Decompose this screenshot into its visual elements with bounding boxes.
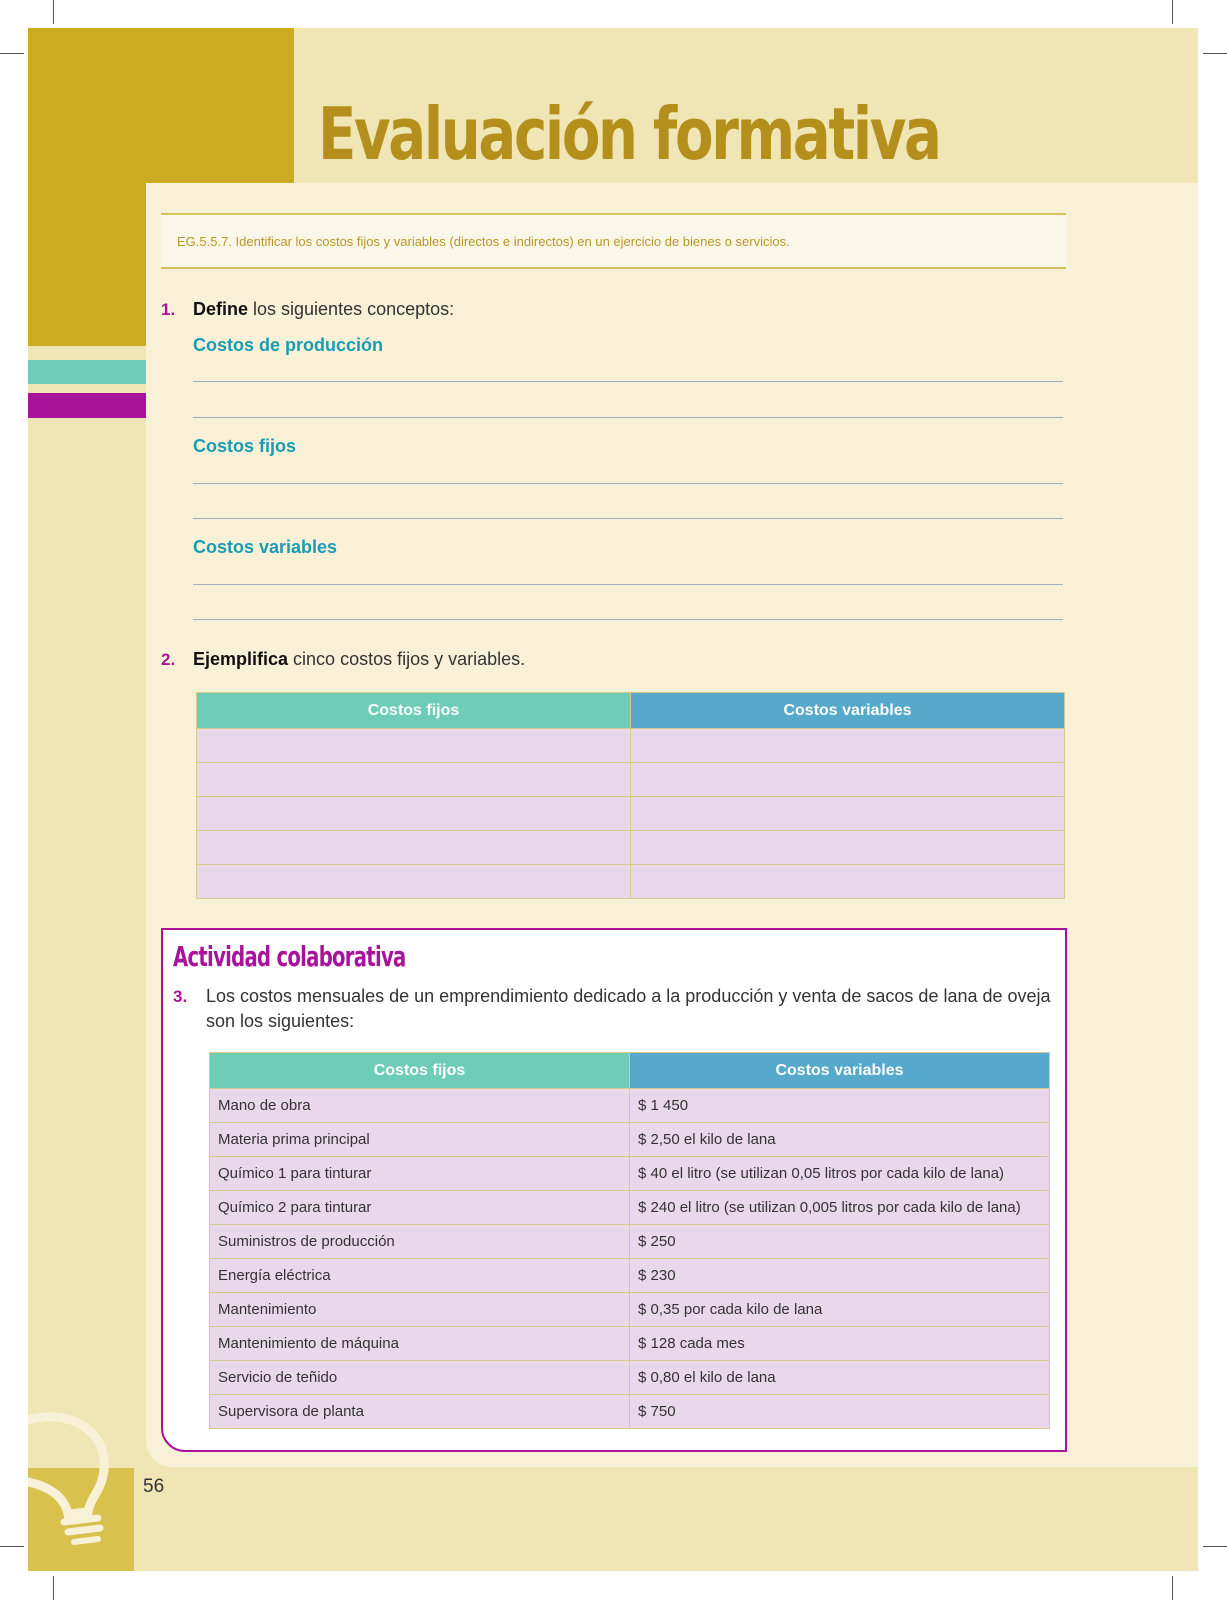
- cost-value: $ 750: [630, 1395, 1050, 1429]
- table-row: [197, 865, 1065, 899]
- page-number: 56: [143, 1476, 165, 1497]
- question-1-rest: los siguientes conceptos:: [248, 299, 455, 319]
- crop-mark: [1203, 53, 1227, 54]
- header-costos-fijos: Costos fijos: [197, 693, 631, 729]
- cost-item: Químico 2 para tinturar: [210, 1191, 630, 1225]
- cost-item: Servicio de teñido: [210, 1361, 630, 1395]
- crop-mark: [1172, 1576, 1173, 1600]
- table-row: [197, 763, 1065, 797]
- answer-cell[interactable]: [631, 797, 1065, 831]
- costs-table: [209, 1052, 1050, 1429]
- question-1-text: [193, 299, 454, 320]
- magenta-stripe: [28, 393, 146, 418]
- concept-costos-produccion: Costos de producción: [193, 335, 384, 355]
- header-costos-variables: Costos variables: [630, 1053, 1050, 1089]
- header-costos-fijos: Costos fijos: [210, 1053, 630, 1089]
- cost-item: Mantenimiento: [210, 1293, 630, 1327]
- crop-mark: [53, 0, 54, 24]
- answer-cell[interactable]: [197, 729, 631, 763]
- page-title: Evaluación formativa: [318, 92, 940, 176]
- cost-value: $ 2,50 el kilo de lana: [630, 1123, 1050, 1157]
- header-costos-variables: Costos variables: [631, 693, 1065, 729]
- question-2-text: [193, 649, 525, 670]
- table-row: [210, 1157, 1050, 1191]
- cost-value: $ 40 el litro (se utilizan 0,05 litros por cada kilo de lana): [630, 1157, 1050, 1191]
- answer-cell[interactable]: [631, 865, 1065, 899]
- answer-line[interactable]: [193, 381, 1063, 382]
- table-row: [210, 1191, 1050, 1225]
- question-2-number: 2.: [161, 650, 176, 669]
- question-2-verb: Ejemplifica: [193, 649, 289, 669]
- question-3-text: Los costos mensuales de un emprendimiento dedicado a la producción y venta de sacos de lana de oveja son los siguientes:: [206, 986, 1051, 1031]
- table-row: [197, 729, 1065, 763]
- crop-mark: [1172, 0, 1173, 24]
- examples-table: [196, 692, 1065, 899]
- table-row: [197, 831, 1065, 865]
- answer-cell[interactable]: [631, 831, 1065, 865]
- question-2-rest: cinco costos fijos y variables.: [288, 649, 526, 669]
- concept-costos-fijos: Costos fijos: [193, 436, 297, 456]
- answer-cell[interactable]: [197, 831, 631, 865]
- table-row: [210, 1327, 1050, 1361]
- table-row: [210, 1225, 1050, 1259]
- table-row: [210, 1395, 1050, 1429]
- answer-line[interactable]: [193, 584, 1063, 585]
- crop-mark: [0, 53, 24, 54]
- table-row: [210, 1259, 1050, 1293]
- crop-mark: [53, 1576, 54, 1600]
- crop-mark: [1203, 1546, 1227, 1547]
- teal-stripe: [28, 360, 146, 384]
- table-row: [210, 1089, 1050, 1123]
- cost-value: $ 240 el litro (se utilizan 0,005 litros por cada kilo de lana): [630, 1191, 1050, 1225]
- cost-item: Suministros de producción: [210, 1225, 630, 1259]
- answer-line[interactable]: [193, 417, 1063, 418]
- cost-item: Supervisora de planta: [210, 1395, 630, 1429]
- cost-item: Materia prima principal: [210, 1123, 630, 1157]
- cost-value: $ 0,35 por cada kilo de lana: [630, 1293, 1050, 1327]
- question-3-number: 3.: [173, 987, 188, 1006]
- answer-line[interactable]: [193, 619, 1063, 620]
- cost-value: $ 230: [630, 1259, 1050, 1293]
- cost-item: Energía eléctrica: [210, 1259, 630, 1293]
- concept-costos-variables: Costos variables: [193, 537, 338, 557]
- table-row: [210, 1123, 1050, 1157]
- collaborative-activity-title: Actividad colaborativa: [173, 940, 406, 973]
- crop-mark: [0, 1546, 24, 1547]
- answer-cell[interactable]: [197, 865, 631, 899]
- objective-text: EG.5.5.7. Identificar los costos fijos y variables (directos e indirectos) en un ejercicio de bienes o servicios.: [177, 234, 790, 249]
- lightbulb-icon: [28, 1400, 138, 1550]
- cost-item: Químico 1 para tinturar: [210, 1157, 630, 1191]
- answer-line[interactable]: [193, 483, 1063, 484]
- cost-item: Mano de obra: [210, 1089, 630, 1123]
- answer-cell[interactable]: [197, 797, 631, 831]
- answer-cell[interactable]: [631, 763, 1065, 797]
- bottom-band: [28, 1468, 1198, 1571]
- cost-item: Mantenimiento de máquina: [210, 1327, 630, 1361]
- cost-value: $ 250: [630, 1225, 1050, 1259]
- answer-line[interactable]: [193, 518, 1063, 519]
- cost-value: $ 0,80 el kilo de lana: [630, 1361, 1050, 1395]
- answer-cell[interactable]: [631, 729, 1065, 763]
- question-1-verb: Define: [193, 299, 249, 319]
- cost-value: $ 128 cada mes: [630, 1327, 1050, 1361]
- objective-box: [161, 213, 1066, 269]
- answer-cell[interactable]: [197, 763, 631, 797]
- question-1-number: 1.: [161, 300, 176, 319]
- cost-value: $ 1 450: [630, 1089, 1050, 1123]
- table-row: [197, 797, 1065, 831]
- table-row: [210, 1293, 1050, 1327]
- table-row: [210, 1361, 1050, 1395]
